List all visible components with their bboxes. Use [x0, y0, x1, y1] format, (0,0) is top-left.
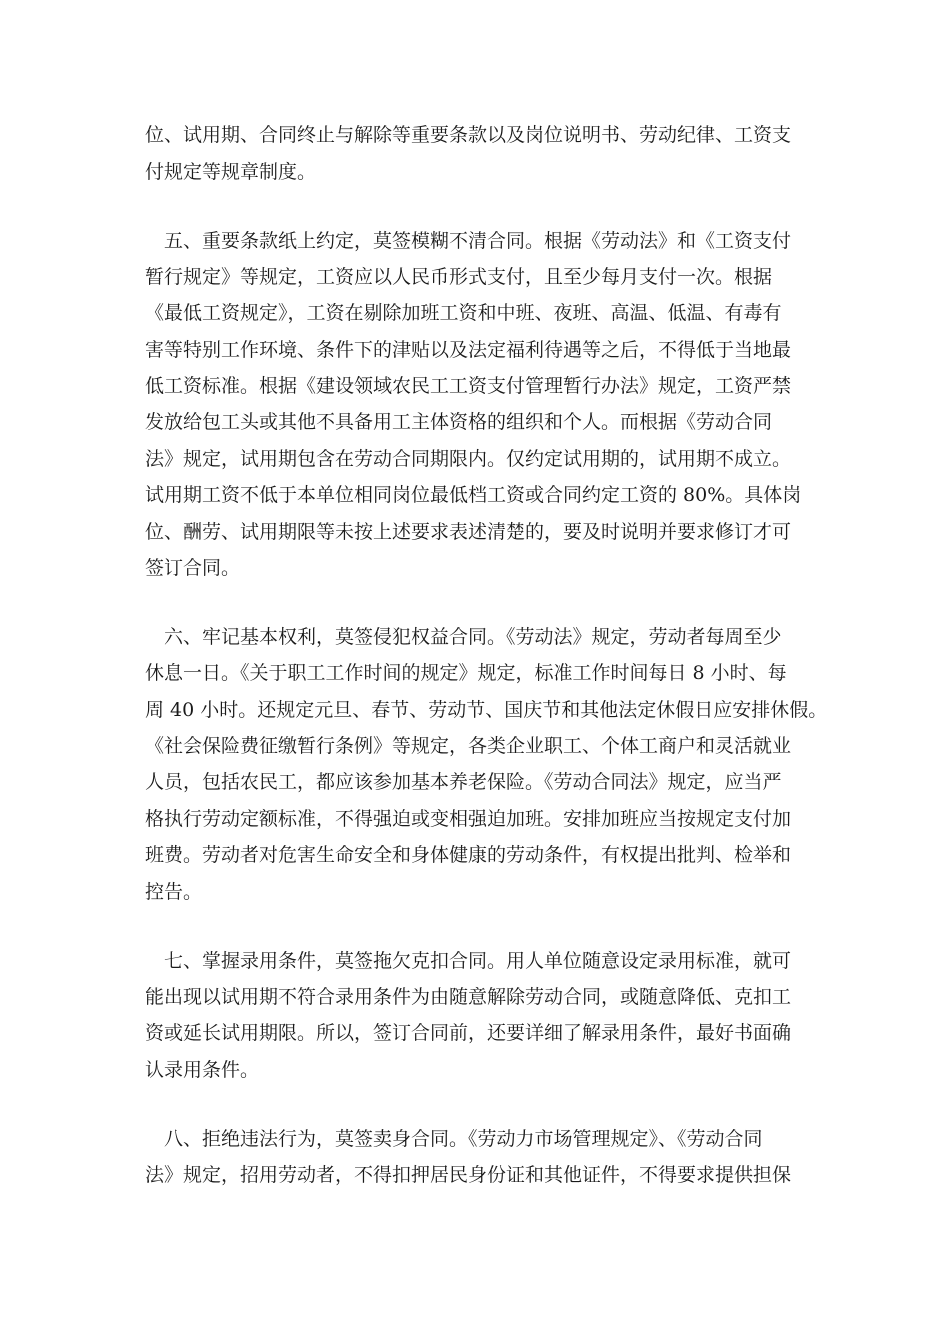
- paragraph-line: 控告。: [145, 881, 203, 903]
- paragraph-line: 班费。劳动者对危害生命安全和身体健康的劳动条件，有权提出批判、检举和: [145, 844, 792, 866]
- paragraph-line: 休息一日。《关于职工工作时间的规定》规定，标准工作时间每日 8 小时、每: [145, 662, 787, 684]
- paragraph-line: 格执行劳动定额标准，不得强迫或变相强迫加班。安排加班应当按规定支付加: [145, 808, 792, 830]
- section-7-heading-line: 七、掌握录用条件，莫签拖欠克扣合同。用人单位随意设定录用标准，就可: [164, 950, 792, 972]
- paragraph-line: 害等特别工作环境、条件下的津贴以及法定福利待遇等之后，不得低于当地最: [145, 339, 792, 361]
- section-8-heading-line: 八、拒绝违法行为，莫签卖身合同。《劳动力市场管理规定》、《劳动合同: [164, 1128, 763, 1150]
- paragraph-line: 法》规定，试用期包含在劳动合同期限内。仅约定试用期的，试用期不成立。: [145, 448, 792, 470]
- paragraph-line: 《社会保险费征缴暂行条例》等规定，各类企业职工、个体工商户和灵活就业: [145, 735, 792, 757]
- section-5-heading-line: 五、重要条款纸上约定，莫签模糊不清合同。根据《劳动法》和《工资支付: [164, 230, 792, 252]
- paragraph-line: 低工资标准。根据《建设领域农民工工资支付管理暂行办法》规定，工资严禁: [145, 375, 792, 397]
- paragraph-line: 发放给包工头或其他不具备用工主体资格的组织和个人。而根据《劳动合同: [145, 411, 773, 433]
- paragraph-line: 人员，包括农民工，都应该参加基本养老保险。《劳动合同法》规定，应当严: [145, 771, 782, 793]
- paragraph-line: 位、酬劳、试用期限等未按上述要求表述清楚的，要及时说明并要求修订才可: [145, 521, 792, 543]
- paragraph-line: 周 40 小时。还规定元旦、春节、劳动节、国庆节和其他法定休假日应安排休假。: [145, 699, 828, 721]
- paragraph-line: 认录用条件。: [145, 1059, 260, 1081]
- paragraph-line: 付规定等规章制度。: [145, 161, 317, 183]
- paragraph-line: 资或延长试用期限。所以，签订合同前，还要详细了解录用条件，最好书面确: [145, 1022, 792, 1044]
- paragraph-line: 《最低工资规定》，工资在剔除加班工资和中班、夜班、高温、低温、有毒有: [145, 302, 782, 324]
- paragraph-line: 位、试用期、合同终止与解除等重要条款以及岗位说明书、劳动纪律、工资支: [145, 124, 792, 146]
- paragraph-line: 能出现以试用期不符合录用条件为由随意解除劳动合同，或随意降低、克扣工: [145, 986, 792, 1008]
- paragraph-line: 试用期工资不低于本单位相同岗位最低档工资或合同约定工资的 80%。具体岗: [145, 484, 802, 506]
- section-6-heading-line: 六、牢记基本权利，莫签侵犯权益合同。《劳动法》规定，劳动者每周至少: [164, 626, 782, 648]
- paragraph-line: 法》规定，招用劳动者，不得扣押居民身份证和其他证件，不得要求提供担保: [145, 1164, 792, 1186]
- paragraph-line: 暂行规定》等规定，工资应以人民币形式支付，且至少每月支付一次。根据: [145, 266, 773, 288]
- paragraph-line: 签订合同。: [145, 557, 241, 579]
